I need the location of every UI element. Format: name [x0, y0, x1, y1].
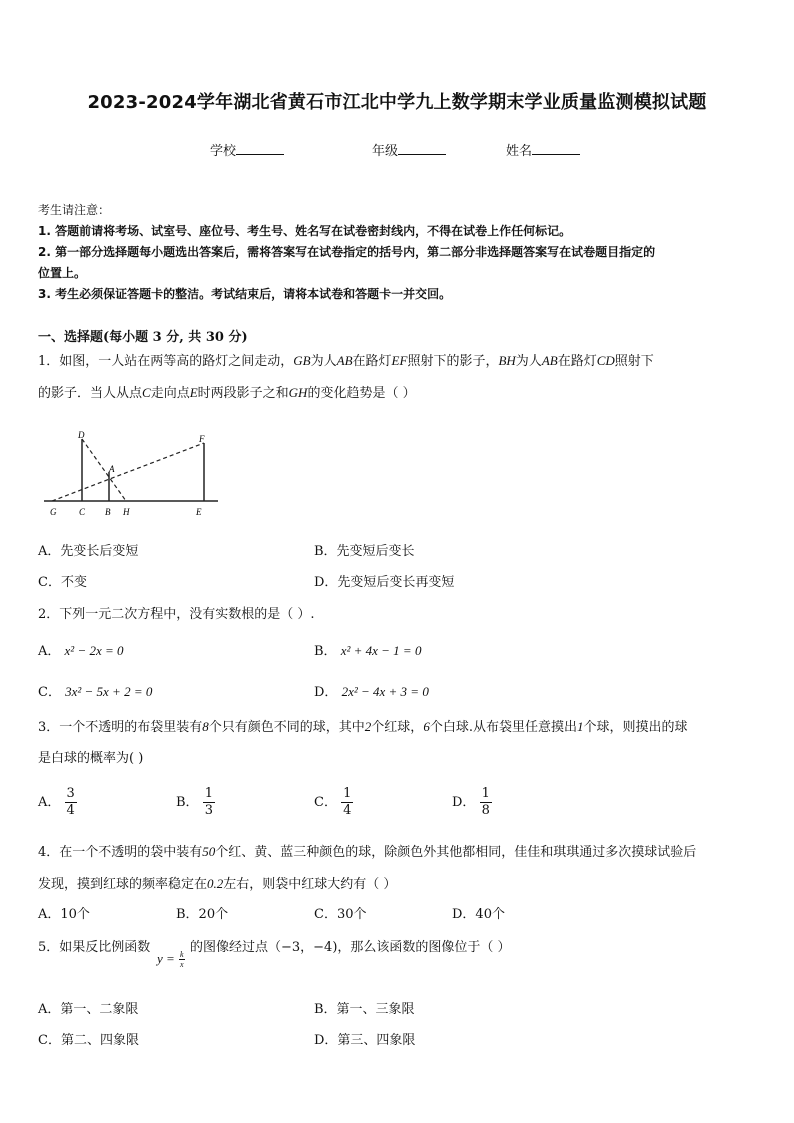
grade-field: [372, 140, 446, 159]
q5-option-d: D．第三、四象限: [314, 1033, 416, 1048]
q4-option-d: D．40个: [452, 907, 505, 922]
page-title: 2023-2024学年湖北省黄石市江北中学九上数学期末学业质量监测模拟试题: [87, 92, 707, 113]
q5-function: y = $\frac{k}{x}$: [157, 950, 184, 969]
q3-option-a: A． $\frac{3}{4}$: [38, 786, 75, 818]
q3-option-b: B． $\frac{1}{3}$: [176, 786, 213, 818]
q4-option-a: A．10个: [38, 907, 90, 922]
q1-figure: [38, 425, 228, 520]
notice-item: 位置上。: [38, 266, 87, 280]
question-1: [38, 345, 760, 409]
name-blank: [532, 142, 580, 155]
question-4: [38, 836, 760, 900]
label-g: G: [50, 507, 57, 517]
q2-stem: 2．下列一元二次方程中，没有实数根的是（ ）.: [38, 607, 315, 622]
q3-option-c: C． $\frac{1}{4}$: [314, 786, 352, 818]
ray-dh: [82, 439, 126, 501]
q4-option-c: C．30个: [314, 907, 367, 922]
label-f: F: [199, 434, 205, 444]
q1-line1: 1．如图，一人站在两等高的路灯之间走动，GB为人AB在路灯EF照射下的影子，BH为人AB在路灯CD照射下: [38, 353, 654, 369]
q1-line2: 的影子．当人从点C走向点E时两段影子之和GH的变化趋势是（ ）: [38, 385, 416, 401]
q1-option-c: C．不变: [38, 575, 87, 590]
q4-option-b: B．20个: [176, 907, 229, 922]
notice-item: 3. 考生必须保证答题卡的整洁。考试结束后，请将本试卷和答题卡一并交回。: [38, 287, 452, 301]
label-h: H: [123, 507, 130, 517]
grade-label: 年级: [372, 144, 399, 159]
q5-option-a: A．第一、二象限: [38, 1002, 139, 1017]
notice-block: [38, 200, 758, 305]
name-label: 姓名: [506, 144, 533, 159]
label-c: C: [79, 507, 86, 517]
school-label: 学校: [210, 144, 237, 159]
label-a: A: [109, 464, 115, 474]
ray-fg: [52, 443, 204, 501]
q5-stem-start: 5．如果反比例函数: [38, 940, 151, 955]
school-blank: [236, 142, 284, 155]
q4-line2: 发现，摸到红球的频率稳定在0.2左右，则袋中红球大约有（ ）: [38, 876, 397, 892]
q4-line1: 4．在一个不透明的袋中装有50个红、黄、蓝三种颜色的球，除颜色外其他都相同，佳佳和琪琪通过多次摸球试验后: [38, 844, 697, 860]
grade-blank: [398, 142, 446, 155]
q1-option-d: D．先变短后变长再变短: [314, 575, 455, 590]
q5-stem-end: 的图像经过点（−3，−4)，那么该函数的图像位于（ ）: [190, 940, 511, 955]
name-field: [506, 140, 580, 159]
q3-line1: 3．一个不透明的布袋里装有8个只有颜色不同的球，其中2个红球，6个白球.从布袋里任意摸出1个球，则摸出的球: [38, 719, 688, 735]
q3-option-d: D． $\frac{1}{8}$: [452, 786, 490, 818]
school-field: [210, 140, 284, 159]
notice-heading: 考生请注意：: [38, 203, 111, 217]
notice-item: 1. 答题前请将考场、试室号、座位号、考生号、姓名写在试卷密封线内，不得在试卷上作任何标记。: [38, 224, 572, 238]
q2-option-b: B． x² + 4x − 1 = 0: [314, 643, 422, 659]
label-e: E: [196, 507, 202, 517]
notice-item: 2. 第一部分选择题每小题选出答案后，需将答案写在试卷指定的括号内，第二部分非选择题答案写在试卷题目指定的: [38, 245, 656, 259]
question-3: [38, 711, 760, 774]
q1-option-b: B．先变短后变长: [314, 544, 415, 559]
q2-option-c: C． 3x² − 5x + 2 = 0: [38, 684, 153, 700]
q1-option-a: A．先变长后变短: [38, 544, 139, 559]
q3-line2: 是白球的概率为( ): [38, 751, 144, 766]
q2-option-d: D． 2x² − 4x + 3 = 0: [314, 684, 429, 700]
q2-option-a: A． x² − 2x = 0: [38, 643, 124, 659]
q5-option-b: B．第一、三象限: [314, 1002, 415, 1017]
q5-option-c: C．第二、四象限: [38, 1033, 139, 1048]
label-d: D: [78, 430, 85, 440]
section-title: 一、选择题(每小题 3 分, 共 30 分): [38, 330, 248, 345]
label-b: B: [105, 507, 111, 517]
